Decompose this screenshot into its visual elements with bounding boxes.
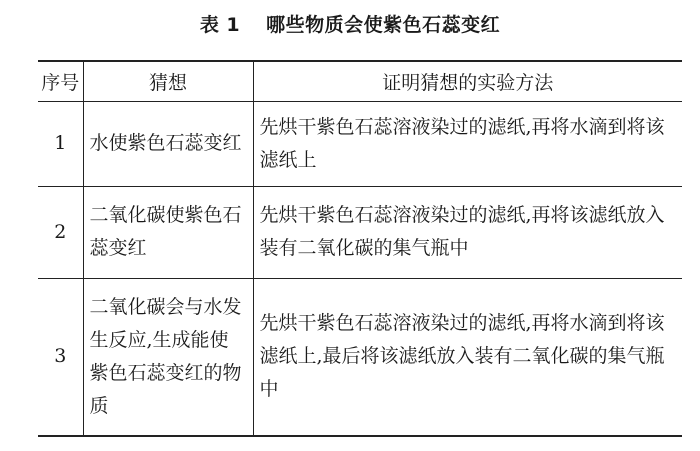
table-number: 表 1 bbox=[199, 14, 241, 36]
header-index: 序号 bbox=[38, 61, 83, 101]
row-hypothesis: 二氧化碳会与水发生反应,生成能使紫色石蕊变红的物质 bbox=[83, 278, 253, 436]
row-index: 3 bbox=[38, 278, 83, 436]
row-index: 2 bbox=[38, 186, 83, 278]
row-hypothesis: 二氧化碳使紫色石蕊变红 bbox=[83, 186, 253, 278]
row-method: 先烘干紫色石蕊溶液染过的滤纸,再将水滴到将该滤纸上 bbox=[253, 101, 682, 186]
table-row bbox=[38, 186, 682, 278]
hypothesis-table bbox=[38, 60, 682, 437]
row-hypothesis: 水使紫色石蕊变红 bbox=[83, 101, 253, 186]
row-index: 1 bbox=[38, 101, 83, 186]
header-hypothesis: 猜想 bbox=[83, 61, 253, 101]
header-method: 证明猜想的实验方法 bbox=[253, 61, 682, 101]
header-row bbox=[38, 61, 682, 101]
table-caption bbox=[0, 10, 700, 37]
table-row bbox=[38, 278, 682, 436]
table-row bbox=[38, 101, 682, 186]
row-method: 先烘干紫色石蕊溶液染过的滤纸,再将该滤纸放入装有二氧化碳的集气瓶中 bbox=[253, 186, 682, 278]
row-method: 先烘干紫色石蕊溶液染过的滤纸,再将水滴到将该滤纸上,最后将该滤纸放入装有二氧化碳的集气瓶中 bbox=[253, 278, 682, 436]
table-title: 哪些物质会使紫色石蕊变红 bbox=[266, 14, 501, 36]
